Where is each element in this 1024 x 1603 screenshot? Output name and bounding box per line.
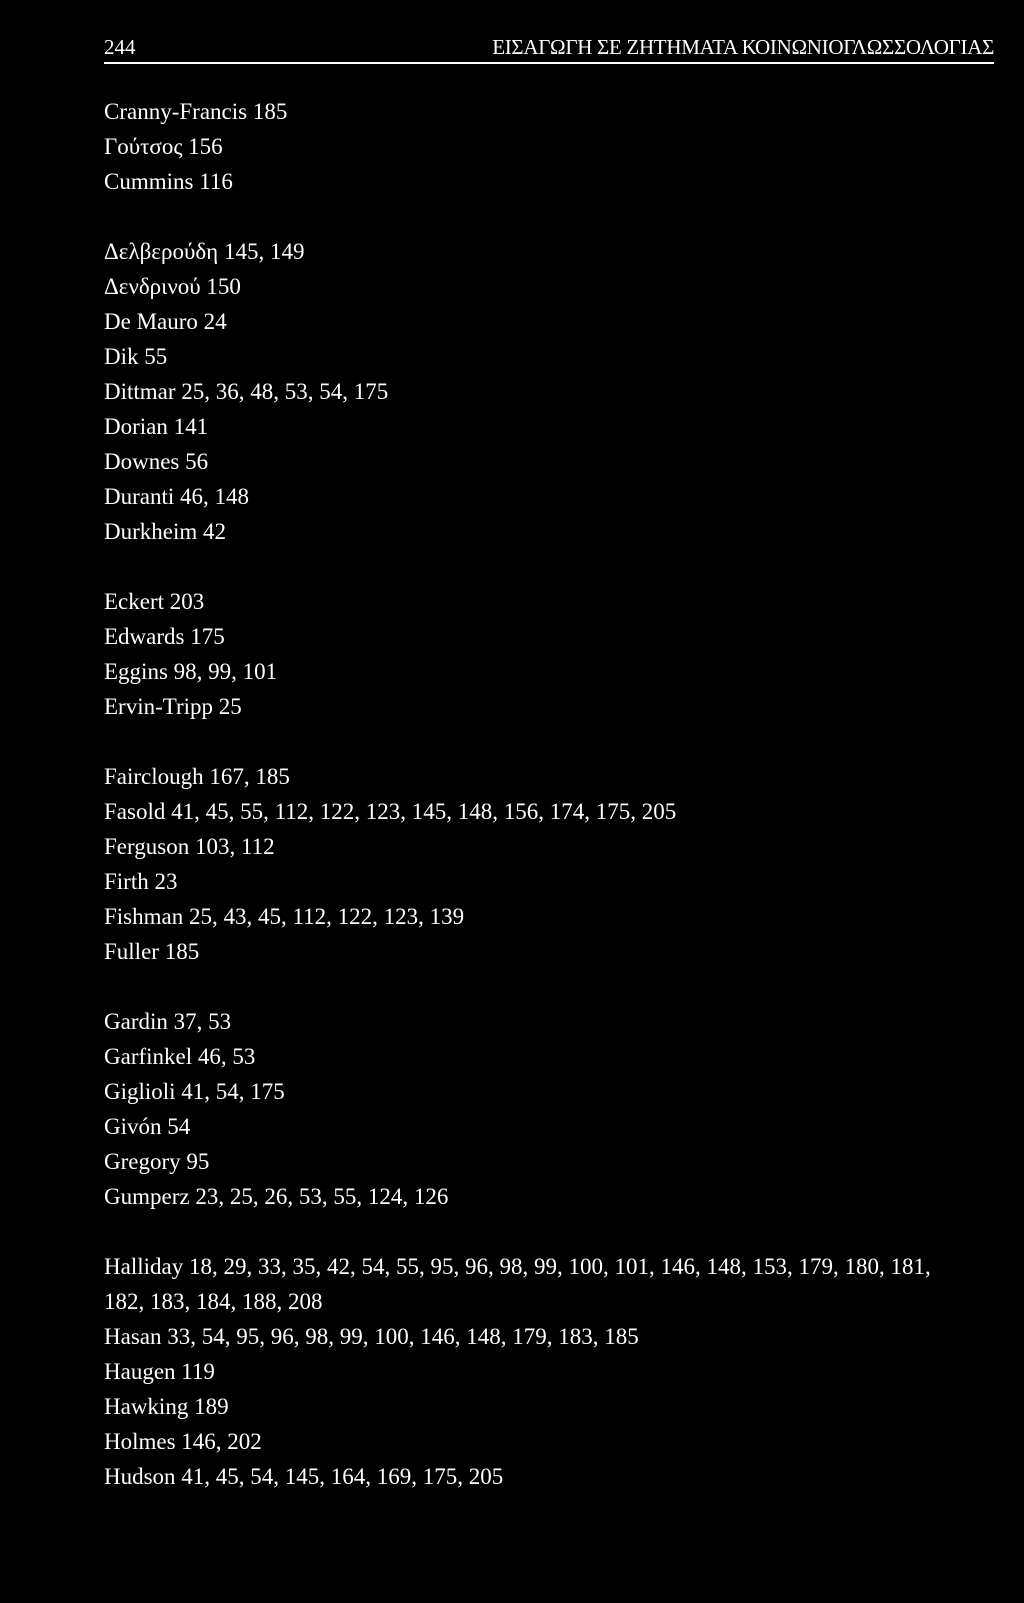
index-entry: Duranti 46, 148 (104, 484, 250, 509)
index-group-e (104, 584, 994, 724)
index-group-c (104, 94, 994, 199)
index-entry: Edwards 175 (104, 624, 225, 649)
index-entry: Halliday 18, 29, 33, 35, 42, 54, 55, 95, 96, 98, 99, 100, 101, 146, 148, 153, 179, 180, 181, 182, 183, 184, 188, 208 (104, 1254, 931, 1314)
index-entry: Garfinkel 46, 53 (104, 1044, 256, 1069)
index-entry: Givón 54 (104, 1114, 191, 1139)
index-entry: Hasan 33, 54, 95, 96, 98, 99, 100, 146, 148, 179, 183, 185 (104, 1324, 639, 1349)
index-entry: Haugen 119 (104, 1359, 215, 1384)
index-entry: Hawking 189 (104, 1394, 229, 1419)
index-entry: Ervin-Tripp 25 (104, 694, 242, 719)
author-index (104, 94, 994, 1529)
index-entry: Gregory 95 (104, 1149, 210, 1174)
index-entry: Fasold 41, 45, 55, 112, 122, 123, 145, 148, 156, 174, 175, 205 (104, 799, 677, 824)
index-entry: Fuller 185 (104, 939, 200, 964)
index-entry: Holmes 146, 202 (104, 1429, 262, 1454)
page-number: 244 (104, 35, 136, 59)
index-entry: Γούτσος 156 (104, 134, 223, 159)
index-entry: Δενδρινού 150 (104, 274, 241, 299)
index-entry: Dik 55 (104, 344, 168, 369)
index-entry: Gumperz 23, 25, 26, 53, 55, 124, 126 (104, 1184, 449, 1209)
index-entry: De Mauro 24 (104, 309, 227, 334)
index-entry: Dorian 141 (104, 414, 209, 439)
index-group-d (104, 234, 994, 549)
index-entry: Giglioli 41, 54, 175 (104, 1079, 285, 1104)
index-group-g (104, 1004, 994, 1214)
index-entry: Cummins 116 (104, 169, 233, 194)
index-entry: Cranny-Francis 185 (104, 99, 288, 124)
index-entry: Gardin 37, 53 (104, 1009, 232, 1034)
index-entry: Ferguson 103, 112 (104, 834, 275, 859)
index-entry: Durkheim 42 (104, 519, 227, 544)
index-entry: Δελβερούδη 145, 149 (104, 239, 305, 264)
index-entry: Firth 23 (104, 869, 178, 894)
index-entry: Eckert 203 (104, 589, 205, 614)
index-entry: Hudson 41, 45, 54, 145, 164, 169, 175, 205 (104, 1464, 504, 1489)
index-entry: Eggins 98, 99, 101 (104, 659, 278, 684)
running-title: ΕΙΣΑΓΩΓΗ ΣΕ ΖΗΤΗΜΑΤΑ ΚΟΙΝΩΝΙΟΓΛΩΣΣΟΛΟΓΙΑΣ (492, 35, 994, 59)
index-group-h (104, 1249, 994, 1494)
index-entry: Fairclough 167, 185 (104, 764, 290, 789)
index-entry: Dittmar 25, 36, 48, 53, 54, 175 (104, 379, 389, 404)
index-entry: Downes 56 (104, 449, 209, 474)
page-header (104, 32, 994, 64)
index-entry: Fishman 25, 43, 45, 112, 122, 123, 139 (104, 904, 465, 929)
index-group-f (104, 759, 994, 969)
